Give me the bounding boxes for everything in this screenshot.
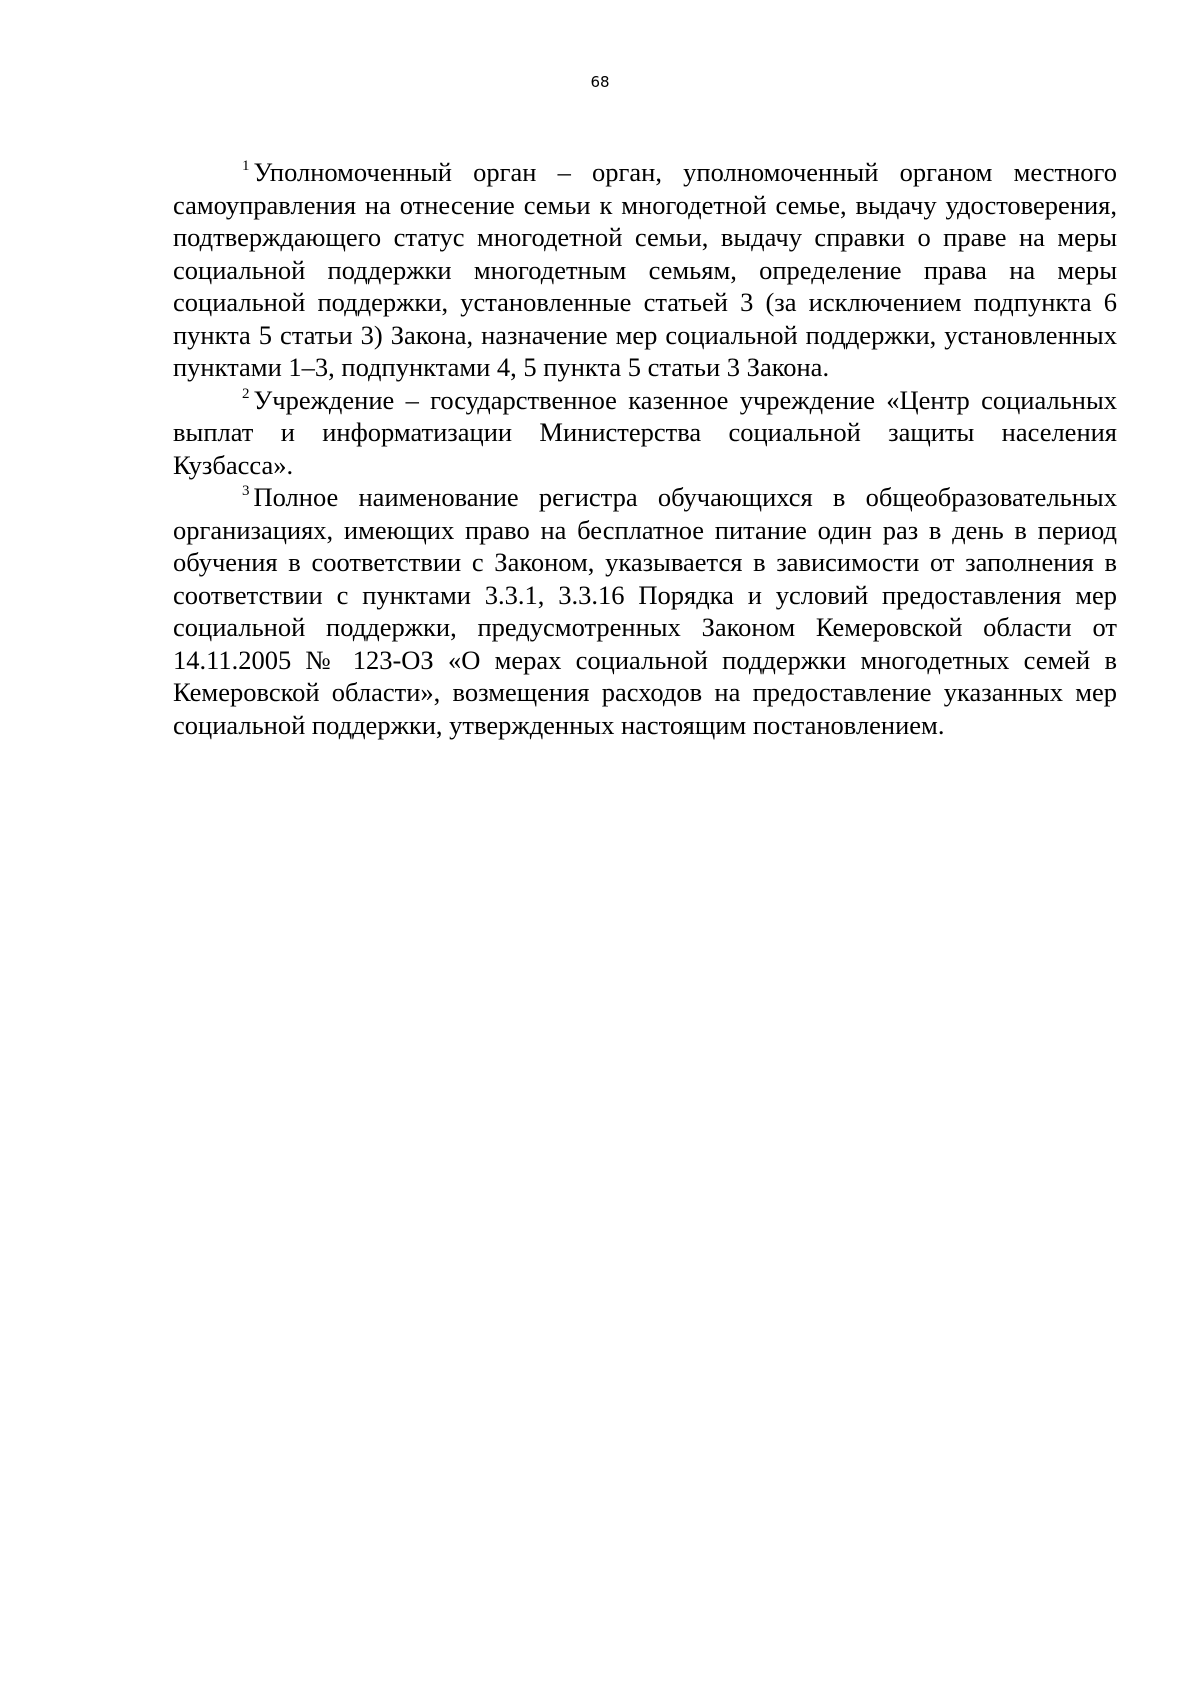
footnote-2 [173, 384, 1117, 482]
footnote-text: Уполномоченный орган – орган, уполномоченный органом местного самоуправления на отнесение семьи к многодетной семье, выдачу удостоверения, подтверждающего статус многодетной семьи, выдачу справки о праве на меры социальной поддержки многодетным семьям, определение права на меры социальной поддержки, установленные статьей 3 (за исключением подпункта 6 пункта 5 статьи 3) Закона, назначение мер социальной поддержки, установленных пунктами 1–3, подпунктами 4, 5 пункта 5 статьи 3 Закона. [173, 157, 1117, 382]
page-number: 68 [590, 73, 610, 91]
footnote-marker: 1 [242, 158, 250, 174]
footnote-marker: 3 [242, 483, 250, 499]
footnote-1 [173, 156, 1117, 384]
footnote-text: Полное наименование регистра обучающихся в общеобразовательных организациях, имеющих право на бесплатное питание один раз в день в период обучения в соответствии с Законом, указывается в зависимости от заполнения в соответствии с пунктами 3.3.1, 3.3.16 Порядка и условий предоставления мер социальной поддержки, предусмотренных Законом Кемеровской области от 14.11.2005 № 123-ОЗ «О мерах социальной поддержки многодетных семей в Кемеровской области», возмещения расходов на предоставление указанных мер социальной поддержки, утвержденных настоящим постановлением. [173, 482, 1117, 740]
footnote-3 [173, 481, 1117, 741]
footnote-text: Учреждение – государственное казенное учреждение «Центр социальных выплат и информатизации Министерства социальной защиты населения Кузбасса». [173, 384, 1117, 480]
footnote-marker: 2 [242, 385, 250, 402]
footnotes-section [173, 156, 1117, 741]
